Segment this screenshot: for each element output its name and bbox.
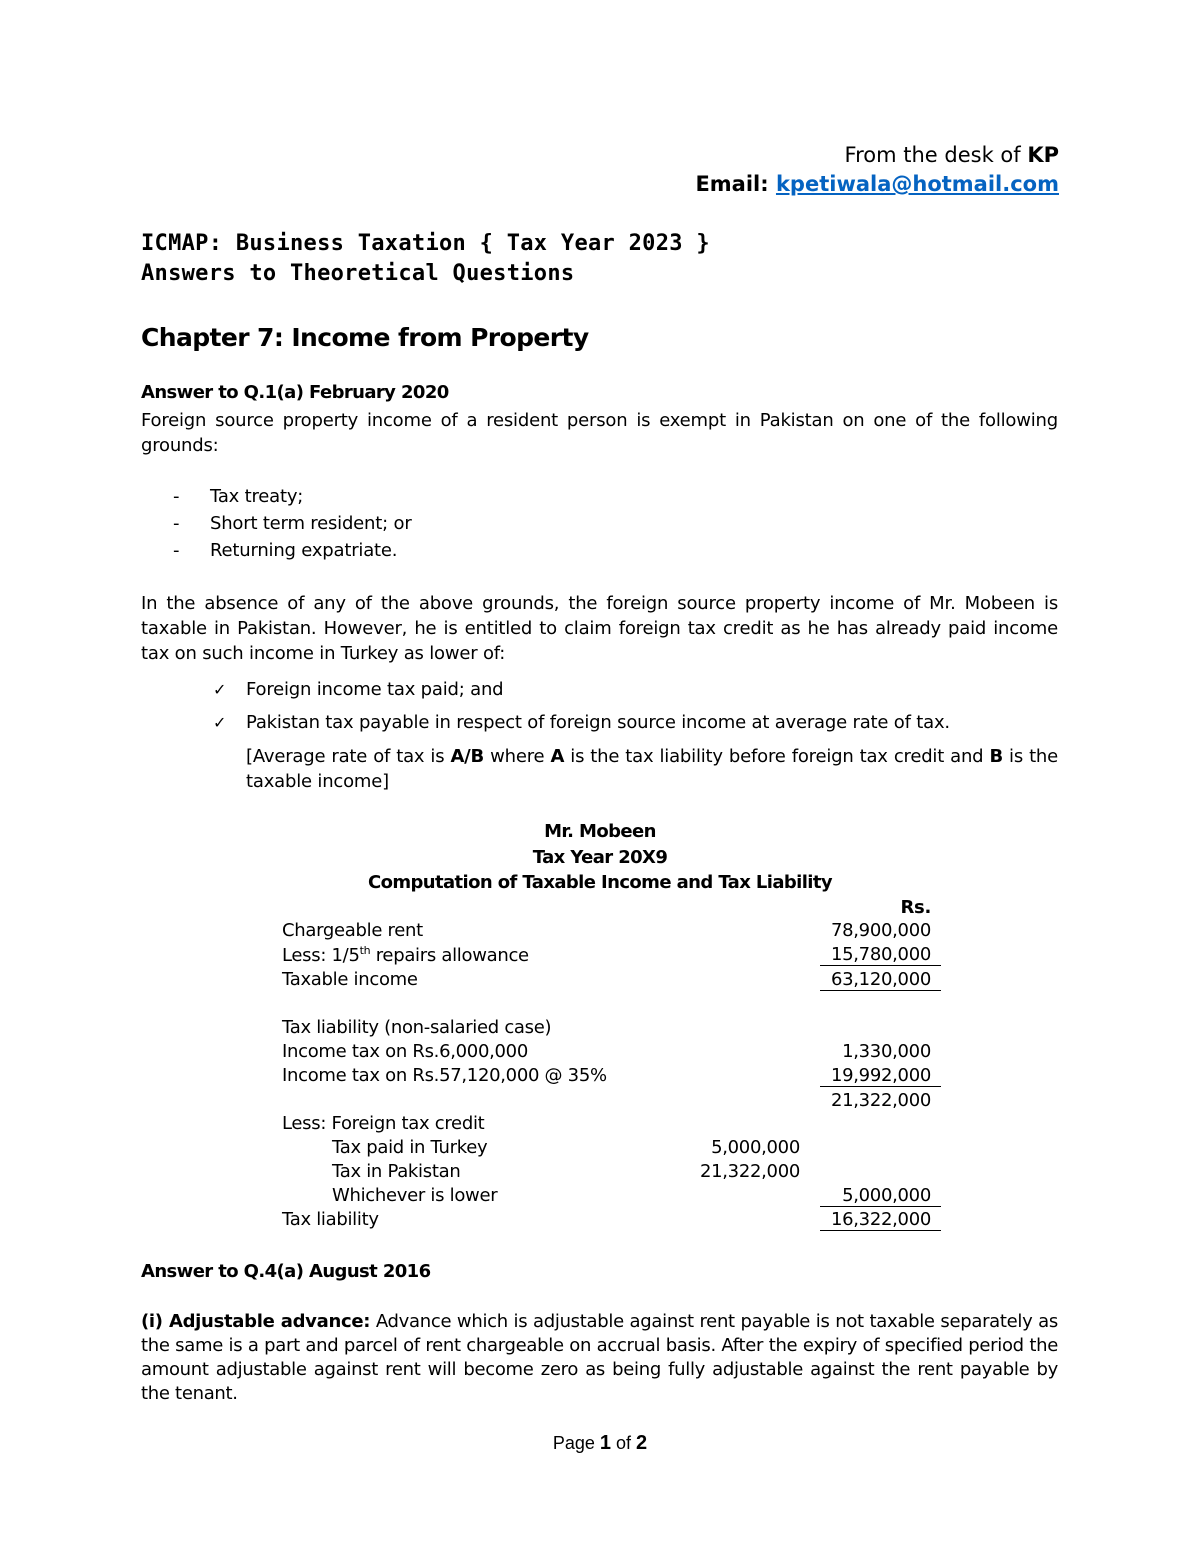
adjustable-advance-label: (i) Adjustable advance:: [141, 1311, 371, 1332]
turkey-value: 5,000,000: [711, 1137, 800, 1158]
tax-total-value: 21,322,000: [830, 1090, 931, 1111]
lower-label: Whichever is lower: [332, 1185, 498, 1206]
list-item: ✓ Foreign income tax paid; and: [213, 679, 504, 700]
chargeable-rent-label: Chargeable rent: [282, 920, 423, 941]
adjustable-advance-paragraph: (i) Adjustable advance: Advance which is adjustable against rent payable is not taxable separately as the same is a part and parcel of rent chargeable on accrual basis. After the expiry of specified period the amount adjustable against rent will become zero as being fully adjustable against the rent payable by the tenant.: [141, 1311, 1058, 1404]
document-subtitle: Answers to Theoretical Questions: [141, 261, 575, 286]
pakistan-value: 21,322,000: [699, 1161, 800, 1182]
email-line: Email: kpetiwala@hotmail.com: [695, 172, 1059, 196]
taxable-income-label: Taxable income: [282, 969, 418, 990]
computation-name: Mr. Mobeen: [544, 821, 656, 842]
computation-year: Tax Year 20X9: [532, 847, 668, 868]
list-item: ✓ Pakistan tax payable in respect of foreign source income at average rate of tax.: [213, 712, 950, 733]
q1-intro: Foreign source property income of a resident person is exempt in Pakistan on one of the following grounds:: [141, 410, 1058, 456]
page-total: 2: [636, 1432, 648, 1454]
checkmark-icon: ✓: [213, 680, 227, 699]
list-item: - Short term resident; or: [173, 511, 412, 538]
tax-liability-value: 16,322,000: [820, 1209, 941, 1231]
list-item: - Tax treaty;: [173, 484, 412, 511]
q1-paragraph: In the absence of any of the above grounds, the foreign source property income of Mr. Mobeen is taxable in Pakistan. However, he is entitled to claim foreign tax credit as he has already paid income tax on such income in Turkey as lower of:: [141, 593, 1058, 664]
lower-of-list: [213, 677, 950, 743]
tax-slab2-value: 19,992,000: [820, 1065, 941, 1087]
tax-slab1-label: Income tax on Rs.6,000,000: [282, 1041, 528, 1062]
q4-heading: Answer to Q.4(a) August 2016: [141, 1261, 431, 1282]
list-item: - Returning expatriate.: [173, 538, 412, 565]
repairs-value: 15,780,000: [820, 944, 941, 966]
desk-line: From the desk of KP: [844, 143, 1059, 167]
grounds-list: [173, 484, 412, 565]
checkmark-icon: ✓: [213, 713, 227, 732]
currency-header: Rs.: [900, 897, 931, 918]
computation-heading: Computation of Taxable Income and Tax Liability: [367, 872, 833, 893]
repairs-label: Less: 1/5th repairs allowance: [282, 944, 529, 966]
lower-value: 5,000,000: [820, 1185, 941, 1207]
email-link[interactable]: kpetiwala@hotmail.com: [775, 172, 1059, 196]
chapter-heading: Chapter 7: Income from Property: [141, 323, 589, 352]
average-rate-note: [Average rate of tax is A/B where A is the tax liability before foreign tax credit and B is the taxable income]: [246, 746, 1059, 792]
foreign-tax-credit-label: Less: Foreign tax credit: [282, 1113, 485, 1134]
tax-slab1-value: 1,330,000: [842, 1041, 931, 1062]
chargeable-rent-value: 78,900,000: [830, 920, 931, 941]
tax-liability-heading: Tax liability (non-salaried case): [282, 1017, 552, 1038]
page-footer: Page 1 of 2: [552, 1432, 648, 1454]
taxable-income-value: 63,120,000: [820, 969, 941, 991]
tax-liability-label: Tax liability: [282, 1209, 379, 1230]
desk-name: KP: [1027, 143, 1059, 167]
turkey-label: Tax paid in Turkey: [332, 1137, 488, 1158]
document-title: ICMAP: Business Taxation { Tax Year 2023 }: [141, 231, 710, 256]
page-number: 1: [599, 1432, 612, 1454]
tax-slab2-label: Income tax on Rs.57,120,000 @ 35%: [282, 1065, 607, 1086]
q1-heading: Answer to Q.1(a) February 2020: [141, 382, 449, 403]
pakistan-label: Tax in Pakistan: [332, 1161, 461, 1182]
